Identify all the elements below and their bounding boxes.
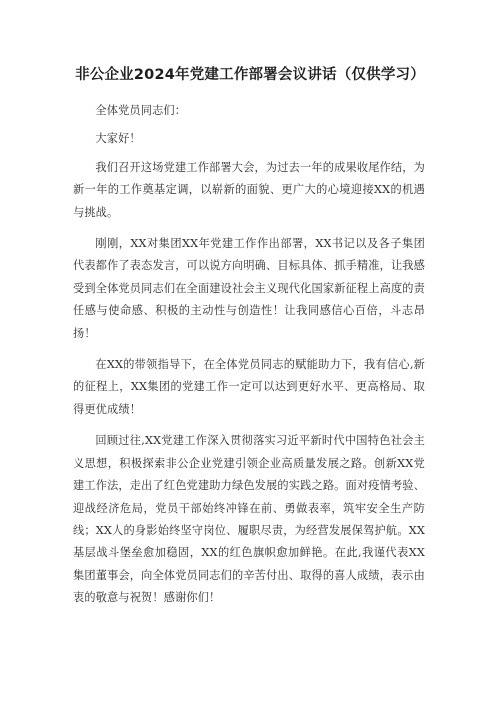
greeting-paragraph: 大家好！	[95, 132, 141, 146]
document-body	[73, 100, 425, 610]
body-paragraph: 在XX的带领指导下，在全体党员同志的赋能助力下，我有信心,新的征程上，XX集团的党建工作一定可以达到更好水平、更高格局、取得更优成绩！	[73, 358, 425, 416]
body-paragraph: 我们召开这场党建工作部署大会，为过去一年的成果收尾作结，为新一年的工作奠基定调，以崭新的面貌、更广大的心境迎接XX的机遇与挑战。	[73, 160, 425, 219]
body-paragraph: 刚刚，XX对集团XX年党建工作作出部署，XX书记以及各子集团代表都作了表态发言，可以说方向明确、目标具体、抓手精准，让我感受到全体党员同志们在全面建设社会主义现代化国家新征程上高度的责任感与使命感、积极的主动性与创造性！让我同感信心百倍，斗志昂扬！	[73, 237, 425, 340]
salutation-paragraph: 全体党员同志们：	[95, 104, 187, 117]
document-title: 非公企业2024年党建工作部署会议讲话（仅供学习）	[75, 67, 425, 83]
body-paragraph: 回顾过往,XX党建工作深入贯彻落实习近平新时代中国特色社会主义思想，积极探索非公企业党建引领企业高质量发展之路。创新XX党建工作法，走出了红色党建助力绿色发展的实践之路。面对疫情考验、迎战经济危局，党员干部始终冲锋在前、勇做表率，筑牢安全生产防线；XX人的身影始终坚守岗位、履职尽责，为经营发展保驾护航。XX基层战斗堡垒愈加稳固，XX的红色旗帜愈加鲜艳。在此,我谨代表XX集团董事会，向全体党员同志们的辛苦付出、取得的喜人成绩，表示由衷的敬意与祝贺！感谢你们！	[73, 434, 425, 605]
